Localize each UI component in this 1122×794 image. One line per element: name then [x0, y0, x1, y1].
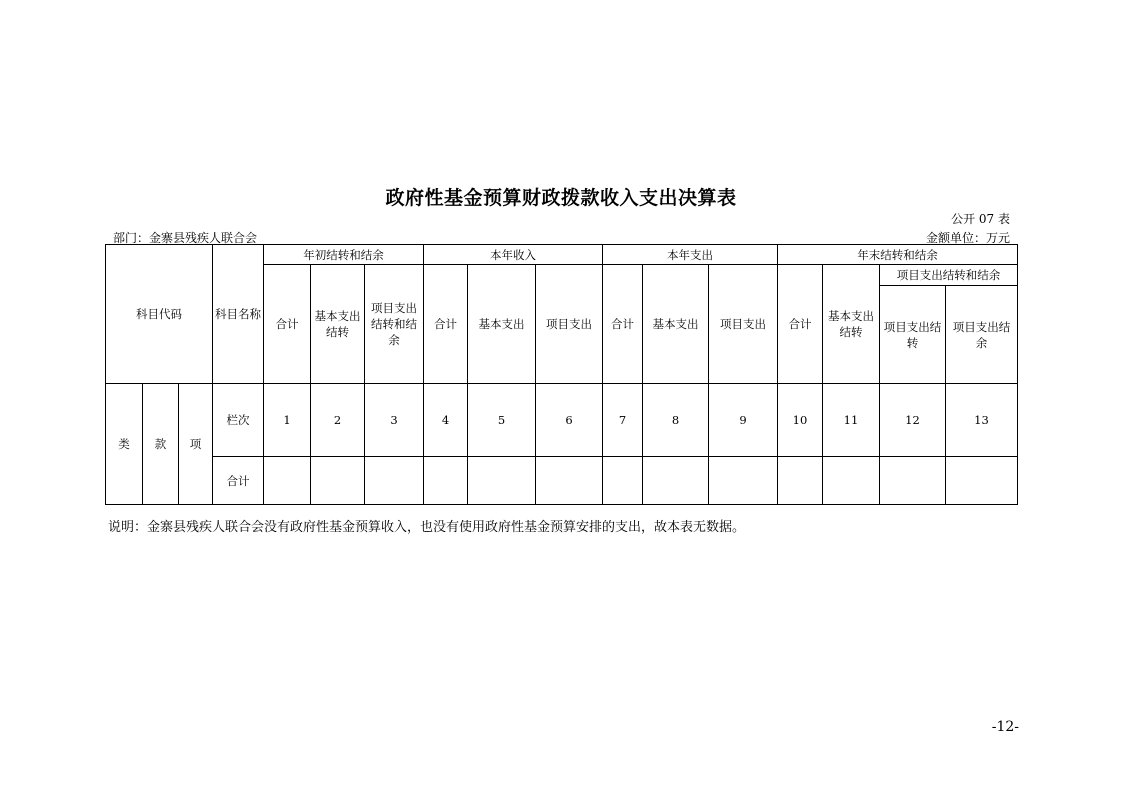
lei-header: 类: [106, 384, 143, 505]
current-income-header: 本年收入: [424, 245, 603, 265]
income-total-header: 合计: [424, 265, 468, 384]
total-cell: [365, 457, 424, 505]
form-code: 公开 07 表: [951, 212, 1010, 226]
column-number: 4: [424, 384, 468, 457]
closing-total-header: 合计: [778, 265, 823, 384]
total-cell: [778, 457, 823, 505]
budget-table: [105, 244, 1018, 505]
column-number: 13: [946, 384, 1018, 457]
total-row-label: 合计: [213, 457, 264, 505]
total-cell: [823, 457, 880, 505]
column-number: 6: [536, 384, 603, 457]
total-cell: [264, 457, 311, 505]
column-number: 5: [468, 384, 536, 457]
xiang-header: 项: [179, 384, 213, 505]
kuan-header: 款: [143, 384, 179, 505]
current-expense-header: 本年支出: [603, 245, 778, 265]
opening-total-header: 合计: [264, 265, 311, 384]
closing-balance-header: 年末结转和结余: [778, 245, 1018, 265]
closing-project-carry-header: 项目支出结转: [880, 286, 946, 384]
closing-basic-carry-header: 基本支出结转: [823, 265, 880, 384]
expense-basic-header: 基本支出: [643, 265, 709, 384]
column-number: 3: [365, 384, 424, 457]
column-number: 11: [823, 384, 880, 457]
total-cell: [311, 457, 365, 505]
opening-basic-carry-header: 基本支出结转: [311, 265, 365, 384]
total-cell: [643, 457, 709, 505]
amount-unit: 金额单位：万元: [925, 231, 1010, 245]
income-basic-header: 基本支出: [468, 265, 536, 384]
column-number: 9: [709, 384, 778, 457]
column-number: 8: [643, 384, 709, 457]
total-cell: [468, 457, 536, 505]
total-cell: [946, 457, 1018, 505]
opening-project-carry-header: 项目支出结转和结余: [365, 265, 424, 384]
total-cell: [603, 457, 643, 505]
column-number: 7: [603, 384, 643, 457]
column-number: 1: [264, 384, 311, 457]
expense-project-header: 项目支出: [709, 265, 778, 384]
total-cell: [709, 457, 778, 505]
column-index-label: 栏次: [213, 384, 264, 457]
total-cell: [536, 457, 603, 505]
closing-project-balance-header: 项目支出结余: [946, 286, 1018, 384]
page-title: 政府性基金预算财政拨款收入支出决算表: [385, 187, 737, 209]
opening-balance-header: 年初结转和结余: [264, 245, 424, 265]
column-number: 2: [311, 384, 365, 457]
closing-project-group-header: 项目支出结转和结余: [880, 265, 1018, 286]
total-cell: [424, 457, 468, 505]
column-number: 10: [778, 384, 823, 457]
table-note: 说明：金寨县残疾人联合会没有政府性基金预算收入，也没有使用政府性基金预算安排的支出，故本表无数据。: [108, 520, 746, 535]
department-label: 部门：金寨县残疾人联合会: [113, 231, 258, 245]
expense-total-header: 合计: [603, 265, 643, 384]
income-project-header: 项目支出: [536, 265, 603, 384]
total-cell: [880, 457, 946, 505]
page-number: -12-: [991, 719, 1019, 735]
subject-name-header: 科目名称: [213, 245, 264, 384]
subject-code-header: 科目代码: [106, 245, 213, 384]
column-number: 12: [880, 384, 946, 457]
